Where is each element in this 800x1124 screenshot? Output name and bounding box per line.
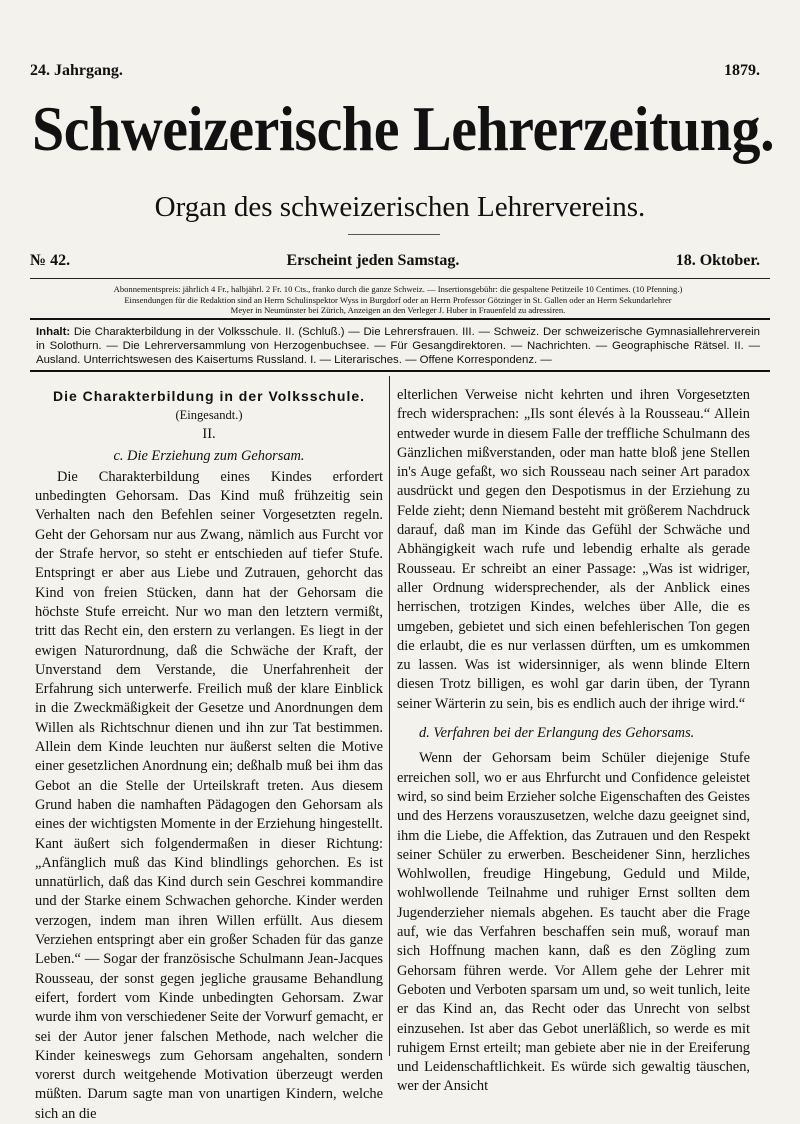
header-top-row (30, 62, 760, 80)
left-column (35, 386, 383, 1124)
subscription-line: Abonnementspreis: jährlich 4 Fr., halbjährl. 2 Fr. 10 Cts., franko durch die ganze Schweiz. — Insertionsgebühr: die gespaltene Petitzeile 10 Centimes. (10 Pfenning.) (113, 284, 683, 294)
section-heading: d. Verfahren bei der Erlangung des Gehorsams. (419, 725, 695, 742)
column-divider (389, 376, 390, 1056)
masthead-title: Schweizerische Lehrerzeitung. (32, 94, 775, 164)
ornament-divider (348, 234, 440, 235)
article-paragraph: Wenn der Gehorsam beim Schüler diejenige Stufe erreichen soll, wo er aus Ehrfurcht und Confidence geleistet wird, so sind beim Erzieher solche Eigenschaften des Geistes und des Herzens vorauszusetzen, welche dazu geeignet sind, ihm die Liebe, die Affektion, das Zutrauen und den Respekt seiner Schüler zu erwerben. Bescheidener Sinn, herzliches Wohlwollen, freudige Hingebung, Geduld und Milde, wohlwollende Teilnahme und ruhiger Ernst sollten dem Jugenderzieher niemals abgehen. Es taucht aber die Frage auf, wie das Verfahren beschaffen sein muß, worauf man sich Hoffnung machen kann, daß es den Zögling zum Gehorsam führen werde. Vor Allem gehe der Lehrer mit Geboten und Verboten sparsam um und, so weit tunlich, leite er das Kind an, das Recht oder das Unrecht von selbst einzusehen. Ist aber das Gebot unerläßlich, so werde es mit ruhigem Ernst erteilt; man gebiete aber nie in der Ereiferung und Leidenschaftlichkeit. Es würde sich gewaltig täuschen, wer der Ansicht (397, 750, 750, 1095)
subscription-line: Einsendungen für die Redaktion sind an Herrn Schulinspektor Wyss in Burgdorf oder an Herrn Professor Götzinger in St. Gallen oder an Herrn Sekundarlehrer (124, 294, 672, 305)
article-paragraph: elterlichen Verweise nicht kehrten und ihren Vorgesetzten frech widersprachen: „Ils sont élevés à la Rousseau.“ Allein entweder wurde in diesem Falle der treffliche Schulmann des Gänzlichen mißverstanden, oder man hatte bloß jene Stellen in's Auge gefaßt, wo sich Rousseau nach seiner Art paradox ausdrückt und gegen den Despotismus in der Erziehung zu Felde zieht; denn Niemand besteht mit größerem Nachdruck darauf, daß man im Kinde das Gefühl der Schwäche und Abhängigkeit wach rufe und lebendig erhalte als gerade Rousseau. Er schreibt an einer Passage: „Was ist widriger, aller Ordnung widersprechender, als der Anblick eines herrischen, trotzigen Kindes, welches über Alle, die es umgeben, gebietet und sich einen befehlerischen Ton gegen die erlaubt, die es nur verlassen dürften, um es umkommen zu lassen. Was ist widersinniger, als wenn blinde Eltern diesen Trotz billigen, es wohl gar darin üben, der Tyrann seiner Wärterin zu sein, bis es endlich auch der ihrige wird.“ (397, 387, 750, 712)
article-note: (Eingesandt.) (175, 408, 243, 422)
year-label: 1879. (724, 62, 760, 79)
right-column (397, 386, 750, 1097)
subscription-info (30, 284, 766, 316)
contents-label: Inhalt: (36, 326, 71, 338)
article-part: II. (202, 426, 216, 443)
issue-number: № 42. (30, 252, 71, 269)
divider-rule (30, 370, 770, 372)
issue-date: 18. Oktober. (675, 252, 760, 269)
masthead-subtitle: Organ des schweizerischen Lehrervereins. (154, 191, 646, 223)
schedule-label: Erscheint jeden Samstag. (286, 252, 460, 269)
article-title: Die Charakterbildung in der Volksschule. (52, 388, 366, 404)
contents-text: Die Charakterbildung in der Volksschule. II. (Schluß.) — Die Lehrersfrauen. III. — Schweiz. Der schweizerische Gymnasiallehrerverein in Solothurn. — Die Lehrerversammlung von Herzogenbuchsee. — Für Gesangdirektoren. — Nachrichten. — Geographische Rätsel. II. — Ausland. Unterrichtswesen des Kaisertums Russland. I. — Literarisches. — Offene Korrespondenz. — (36, 326, 760, 366)
subscription-line: Meyer in Neumünster bei Zürich, Anzeigen an den Verleger J. Huber in Frauenfeld zu adressiren. (230, 305, 566, 315)
divider-rule (30, 318, 770, 320)
divider-rule (30, 278, 770, 279)
article-paragraph: Die Charakterbildung eines Kindes erfordert unbedingten Gehorsam. Das Kind muß frühzeitig sein Verhalten nach den Befehlen seiner Vorgesetzten regeln. Geht der Gehorsam nur aus Zwang, nämlich aus Furcht vor der Strafe hervor, so steht er entschieden auf tiefer Stufe. Entspringt er aber aus Liebe und Zutrauen, gehorcht das Kind von freien Stücken, dann hat der Gehorsam die höchste Stufe erreicht. Nur wo man den letztern vermißt, tritt das Recht ein, den erstern zu verlangen. Es liegt in der ewigen Naturordnung, daß die Schwäche der Kraft, der Unverstand dem Verstande, die Unerfahrenheit der Erfahrung sich unterwerfe. Freilich muß der klare Einblick in die Zweckmäßigkeit der Gesetze und Anordnungen dem Willen als Richtschnur dienen und ihn zur Tat bestimmen. Allein dem Kinde leuchten nur äußerst selten die Motive einer gesetzlichen Anordnung ein; deßhalb muß bei ihm das Gebot an die Stelle der Urteilskraft treten. Aus diesem Grund haben die namhaften Pädagogen den Gehorsam als eines der wichtigsten Momente in der Erziehung hingestellt. Kant äußert sich folgendermaßen in dieser Richtung: „Anfänglich muß das Kind blindlings gehorchen. Es ist unnatürlich, daß das Kind durch sein Geschrei kommandire und der Starke einem Schwachen gehorche. Kinder werden verzogen, indem man ihren Willen erfüllt. Aus diesem Verziehen entspringt aber ein großer Schaden für das ganze Leben.“ — Sogar der französische Schulmann Jean-Jacques Rousseau, der sonst gegen jegliche grausame Behandlung eifert, fordert vom Kinde unbedingten Gehorsam. Zwar wurde ihm von verschiedener Seite der Vorwurf gemacht, er sei der Autor jener falschen Methode, nach welcher die Kinder keineswegs zum Gehorsam angehalten, sondern vorerst durch weitgehende Motivation überzeugt werden müßten. Darum sagte man von unartigen Kindern, welche sich an die (35, 468, 383, 1122)
volume-label: 24. Jahrgang. (30, 62, 123, 79)
section-heading: c. Die Erziehung zum Gehorsam. (113, 447, 305, 464)
issue-row (30, 252, 760, 270)
table-of-contents (36, 325, 760, 367)
